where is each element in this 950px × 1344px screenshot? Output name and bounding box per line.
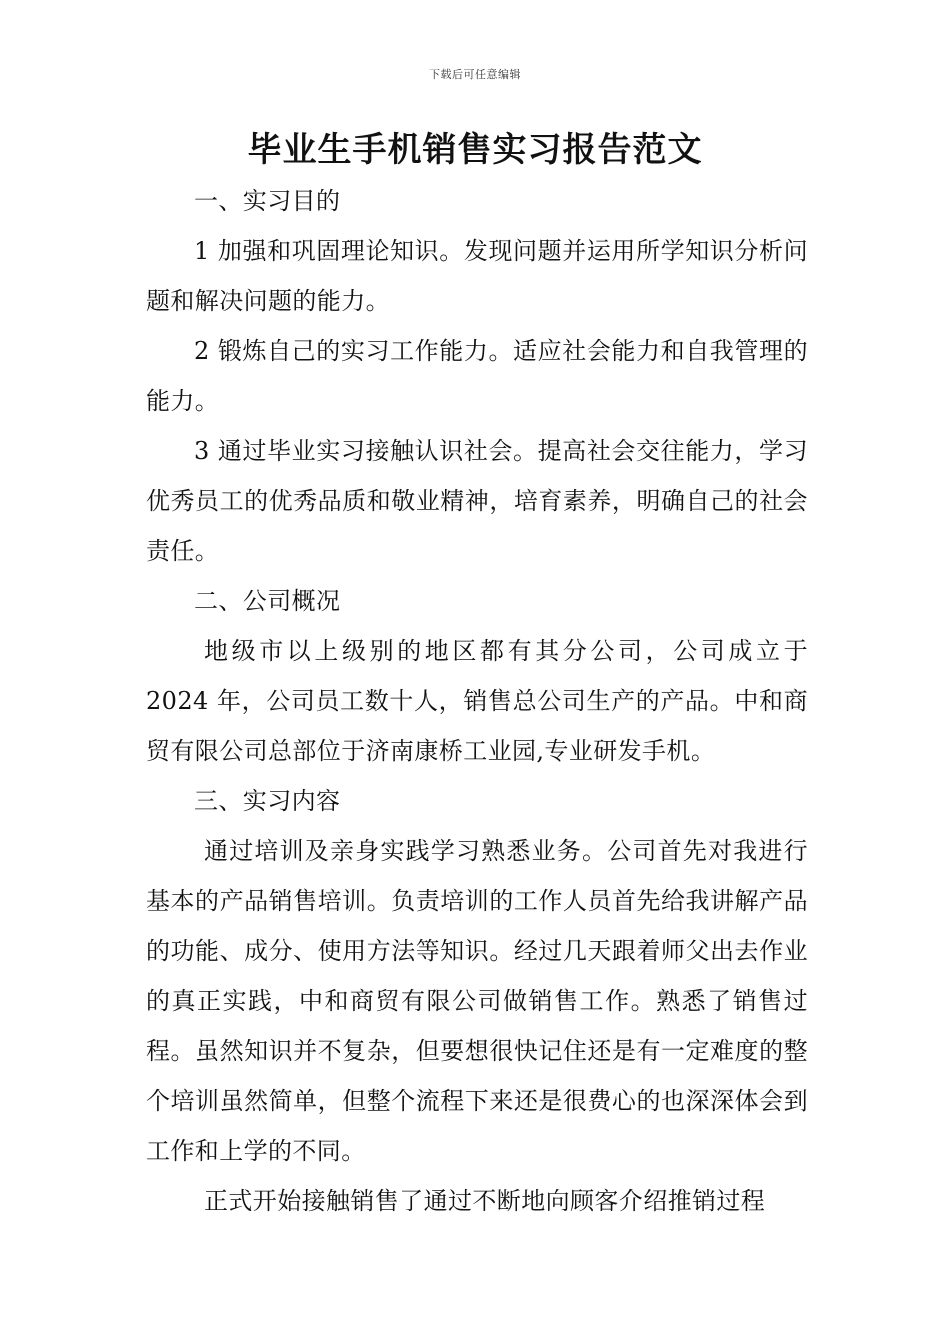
document-title: 毕业生手机销售实习报告范文 — [247, 130, 703, 170]
section-heading-company: 二、公司概况 — [194, 587, 341, 615]
paragraph-company: 地级市以上级别的地区都有其分公司，公司成立于 2024 年，公司员工数十人，销售总公司生产的产品。中和商贸有限公司总部位于济南康桥工业园,专业研发手机。 — [146, 637, 808, 765]
paragraph-purpose-2: 2 锻炼自己的实习工作能力。适应社会能力和自我管理的能力。 — [146, 337, 808, 415]
paragraph-purpose-1: 1 加强和巩固理论知识。发现问题并运用所学知识分析问题和解决问题的能力。 — [146, 237, 808, 315]
paragraph-purpose-3: 3 通过毕业实习接触认识社会。提高社会交往能力，学习优秀员工的优秀品质和敬业精神，培育素养，明确自己的社会责任。 — [146, 437, 808, 565]
header-note: 下载后可任意编辑 — [429, 68, 521, 81]
paragraph-content-1: 通过培训及亲身实践学习熟悉业务。公司首先对我进行基本的产品销售培训。负责培训的工作人员首先给我讲解产品的功能、成分、使用方法等知识。经过几天跟着师父出去作业的真正实践，中和商贸有限公司做销售工作。熟悉了销售过程。虽然知识并不复杂，但要想很快记住还是有一定难度的整个培训虽然简单，但整个流程下来还是很费心的也深深体会到工作和上学的不同。 — [146, 837, 808, 1165]
section-heading-content: 三、实习内容 — [194, 787, 341, 815]
document-body — [146, 176, 808, 1226]
section-heading-purpose: 一、实习目的 — [194, 187, 341, 215]
paragraph-content-2: 正式开始接触销售了通过不断地向顾客介绍推销过程 — [204, 1187, 766, 1215]
